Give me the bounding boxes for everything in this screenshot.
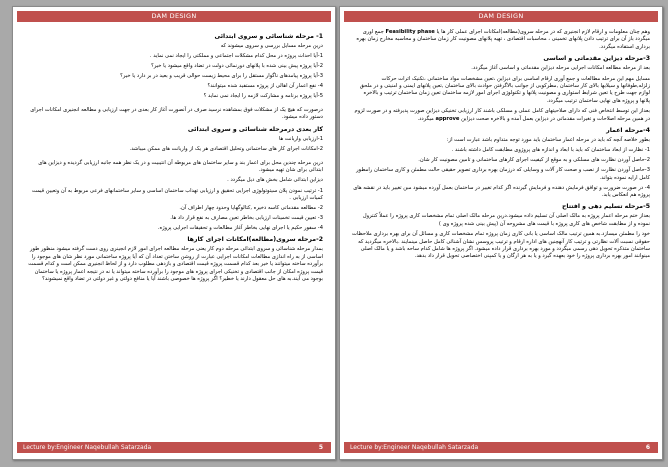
document-page-left bbox=[12, 6, 336, 460]
paragraph: دیزاین ابتدائی شامل بخش های ذیل میگردد . bbox=[227, 177, 323, 184]
paragraph-text: بعداز این توسط انتخاص فنی که دارای صلاحیتهای کامل عملی و مسلکی باشند کار ارزیابی تخنیکی دیزاین صورت پذیرفته و در صورت لزوم در همین مرحله اصلاحات و تغیرات مقدماتی در دیزاین بعمل آمده و بالاخره صحت دیزاین bbox=[354, 108, 650, 122]
paragraph-text: وهم چنان معلومات و ارقام لازم انجنیری که در مرحله سروی(مطالعه)امکانات اجرای عملی کار ها یا bbox=[436, 29, 650, 35]
section-heading: 3-مرحله دیزاین مقدماتی و اساسی bbox=[543, 55, 650, 63]
footer-author: Lecture by:Engineer Naqebullah Satarzada bbox=[350, 444, 479, 451]
list-item: 4- در صورت ضرورت و توافق فرمایش دهنده و فرمایش گیرنده اگر کدام تغییر در ساختمان بعمل آورده میشود مبن تغییر باید در نقشه های پروژه هم انعکاس یابد. bbox=[353, 184, 650, 198]
page-number: 6 bbox=[645, 444, 650, 451]
paragraph-text: میگردد. bbox=[417, 115, 434, 122]
list-item: 1- ترتیب نمودن پلان سیتوتولوژی اجرایی تحقیق و ارزیابی تهداب ساختمان اساسی و سایر ساختمانهای فرعی مربوط به آن وتعیین قیمت کمیات ارزیابی . bbox=[31, 187, 323, 202]
list-item: 3-آیا پروژه پیامدهای ناگوار مستقل را برای محیط زیست حوالی قریب و بعید در بر دارد یا خیر؟ bbox=[120, 73, 323, 80]
paragraph: بطور خلاصه آنچه که باید در مرحله اعمار ساختمان باید مورد توجه متداوم باشد عبارت است از: bbox=[446, 137, 650, 144]
section-heading: 2-مرحله سروی(مطالعه)امکانات اجرای کارها bbox=[187, 236, 323, 244]
paragraph bbox=[352, 108, 650, 123]
section-heading: 5-مرحله تسلیم دهی و افتتاح bbox=[561, 203, 650, 211]
list-item: 2- مطالعه مقدماتی کاسه ذخیره ,کتالوگهایا وحدود چهار اطراف آن. bbox=[179, 205, 323, 212]
english-term: approve bbox=[435, 115, 460, 122]
list-item: 2-آیا پروژه پیش بینی شده با پلانهای دورنمائی دولت در تضاد واقع میشود یا خیر؟ bbox=[151, 63, 323, 70]
page-body bbox=[352, 29, 650, 435]
paragraph: درین مرحله چندین محل برای اعمار بند و سایر ساختمان های مربوطه آن انتیبیت و در یک نظر همه جانبه ارزیابی گردیده و دیزاین های ابتدائی برای شان تهیه میشود. bbox=[38, 159, 323, 173]
list-item: 3- تعیین قیمت تخمینات ارزیابی بخاطر تعین مصارف به نفع قرار داد ها. bbox=[170, 215, 323, 221]
page-footer bbox=[344, 442, 658, 453]
document-page-right bbox=[339, 6, 663, 460]
section-heading: 4-مرحله اعمار bbox=[606, 127, 650, 135]
list-item: 5-آیا پروژه برنامه و مشارکت لازمه را ایجاد نمی نماید ؟ bbox=[203, 93, 323, 100]
paragraph: درین مرحله مسایل بررسی و سروی میشوند که bbox=[220, 43, 323, 49]
paragraph: بمدار مرحله شناسائی و سروی ابتدائی مرحله دوم کار یعنی مرحله مطالعه اجرای امور لازم انجینری روی دست گرفته میشود منظور طور اساسی از به راه اندازی مطالعات امکانات اجرایی عبارت از روشن ساختن تعداد آن که آیا پروژه ساختمانی مورد نظر شان های موجود را برآورده ساخته میتوانند یا خیر بعد کدام قسمت پروژه قیمت اقتصادی و بازدهی مطلوب دارد و از لحاظ انجنیری ممکن است و کدام قسمت قیمت پروژه امکان از جانب اقتصادی و تخنیکی اجرای پروژه های موجود را برآورده ساخته میتواند یا نه در نتیجه اعمار پروژه یا ساختمان بوجود می آیند.به های حل معقول دارند یا خطیر؟ اگر پروژه ها خصوصی باشند آیا یا منافع دولتی و غیر دولتی در تضاد واقع نمیشوند؟ bbox=[28, 246, 323, 282]
page-number: 5 bbox=[318, 444, 323, 451]
paragraph: درصورت که هیچ یک از مشکلات فوق بمشاهده نرسید صرف در آنصورت آغاز کار بعدی در جهت ارزیابی و مطالعه انجنیری امکانات اجرای دستور داده میشود. bbox=[30, 106, 323, 121]
list-item: 4- سفور حکیم یا اجرای نهایی بخاطر آغاز مطالعات و تحقیقات اجرایی پروژه. bbox=[157, 224, 323, 231]
paragraph: مسایل مهم این مرحله مطالعات و جمع آوری ارقام اساسی برای دیزاین ،تعین مشخصات مواد ساختمانی ،تکنیک اثرات حرکات زلزله,طوفانها و سیلابها بالای کار ساختمان ,مطرکوبی از جوانب بالاگرفتن حوادث بالای ساختمان ,تعین پلانهای ایمنی و امنیتی و در ملحق لوازم جهت طرح یا تعین شرایط استواری و مصونیت پلانها و تکنولوژی اجرای امور لازمه ساختمان تعین زمان ساختمان ترتیب و بالاخره پلانها و پروژه های نهایی ساختمان ترتیب میگردد. bbox=[359, 75, 650, 104]
page-header: DAM DESIGN bbox=[17, 11, 331, 22]
page-footer bbox=[17, 442, 331, 453]
paragraph: بعداز ختم مرحله اعمار پروژه به مالک اصلی آن تسلیم داده میشود.درین مرحله مالک اصلی تمام مشخصات کاری پروژه را عملاً کنترول نموده و از مطابقت شاخص های کاری پروژه با قیمت های مشروحه آن (پیش بینی شده پروژه وی ) bbox=[362, 213, 650, 227]
section-heading: کار بعدی درمرحله شناسائی و سروی ابتدائی bbox=[187, 125, 323, 133]
list-item: 1-آیا احداث پروژه در محل کدام مشکلات اجتماعی و مملکتی را ایجاد نمی نماید . bbox=[149, 53, 323, 60]
section-heading: 1- مرحله شناسائی و سروی ابتدائی bbox=[214, 33, 323, 40]
list-item: 1- نظارت از ابعاد ساختمان که باید با ابعاد و اندازه های پروژوی مطابقت کامل داشته باشند . bbox=[451, 147, 650, 154]
paragraph: خود را مطمئن میسازد.به همین ترتیب مالک اساسی یا بانی کاری زمان پروژه تمام مشخصات کاری و مسائل آن برای بهره برداری ملاحظات حقوقی نسبت آلات نظارتی و ترتیب کار آنهچنین های اداره ارقام و ترتیب پروسس نشان آشنائی کامل حاصل مینمایند .بالاخره میگردید که ساختمان متذکره تحویل دهی رسمی میگردد و مورد بهره برداری قرار داده میشود. اگر پروژه ها شامل کدام ساحه باشد و یا مالک اصلی مینوانند امور بهره برداری پروژه را خود بعهده گیرد و یا به هر ارگان و یا کمپنی اختصاصی تحویل قرار داد بدهد. bbox=[352, 231, 650, 260]
english-term: Feasibility bbox=[385, 29, 416, 35]
paragraph: بعد از مرحله مطالعه امکانات اجرایی مرحله دیزاین مقدماتی و اساسی آغاز میگردد. bbox=[471, 65, 650, 72]
list-item: 4- نفع اعمار آن اهالی از پروژه مستفید شده میتوانند؟ bbox=[207, 83, 323, 90]
list-item: 2-حاصل آوردن نظارت های مسلکی و به موقع از کیفیت اجرای کارهای ساختمانی و تامین مصونیت کار شان. bbox=[418, 157, 650, 164]
list-item: 3-حاصل آوردن نظارت از نصب و صحت کار آلات و وسایلی که درزمان بهره برداری تصویر حقیقی حالت مطمئن و کاری ساختمان رامطور کامل ارایه نموده بتواند. bbox=[356, 167, 650, 181]
footer-author: Lecture by:Engineer Naqebullah Satarzada bbox=[23, 444, 152, 451]
paragraph bbox=[352, 29, 650, 51]
paragraph-text: جمع آوری میگردد باز آن برای ترتیب دادن پلانهای تخمینی ، محاسبات اقتصادی ، تهیه پلانهای مصونیت کار زمان ساختمان و محاسبه مخارج زمان بهره برداری استفاده میگردد. bbox=[356, 29, 650, 50]
page-header: DAM DESIGN bbox=[344, 11, 658, 22]
english-term: phase bbox=[417, 29, 435, 35]
list-item: 1-ارزیابی واریانت ها bbox=[278, 135, 323, 142]
list-item: 2-امکانات اجرای کار های ساختمانی وتحلیل اقتصادی هر یک از واریانت های ممکن میباشد. bbox=[129, 145, 323, 152]
page-body bbox=[25, 29, 323, 435]
